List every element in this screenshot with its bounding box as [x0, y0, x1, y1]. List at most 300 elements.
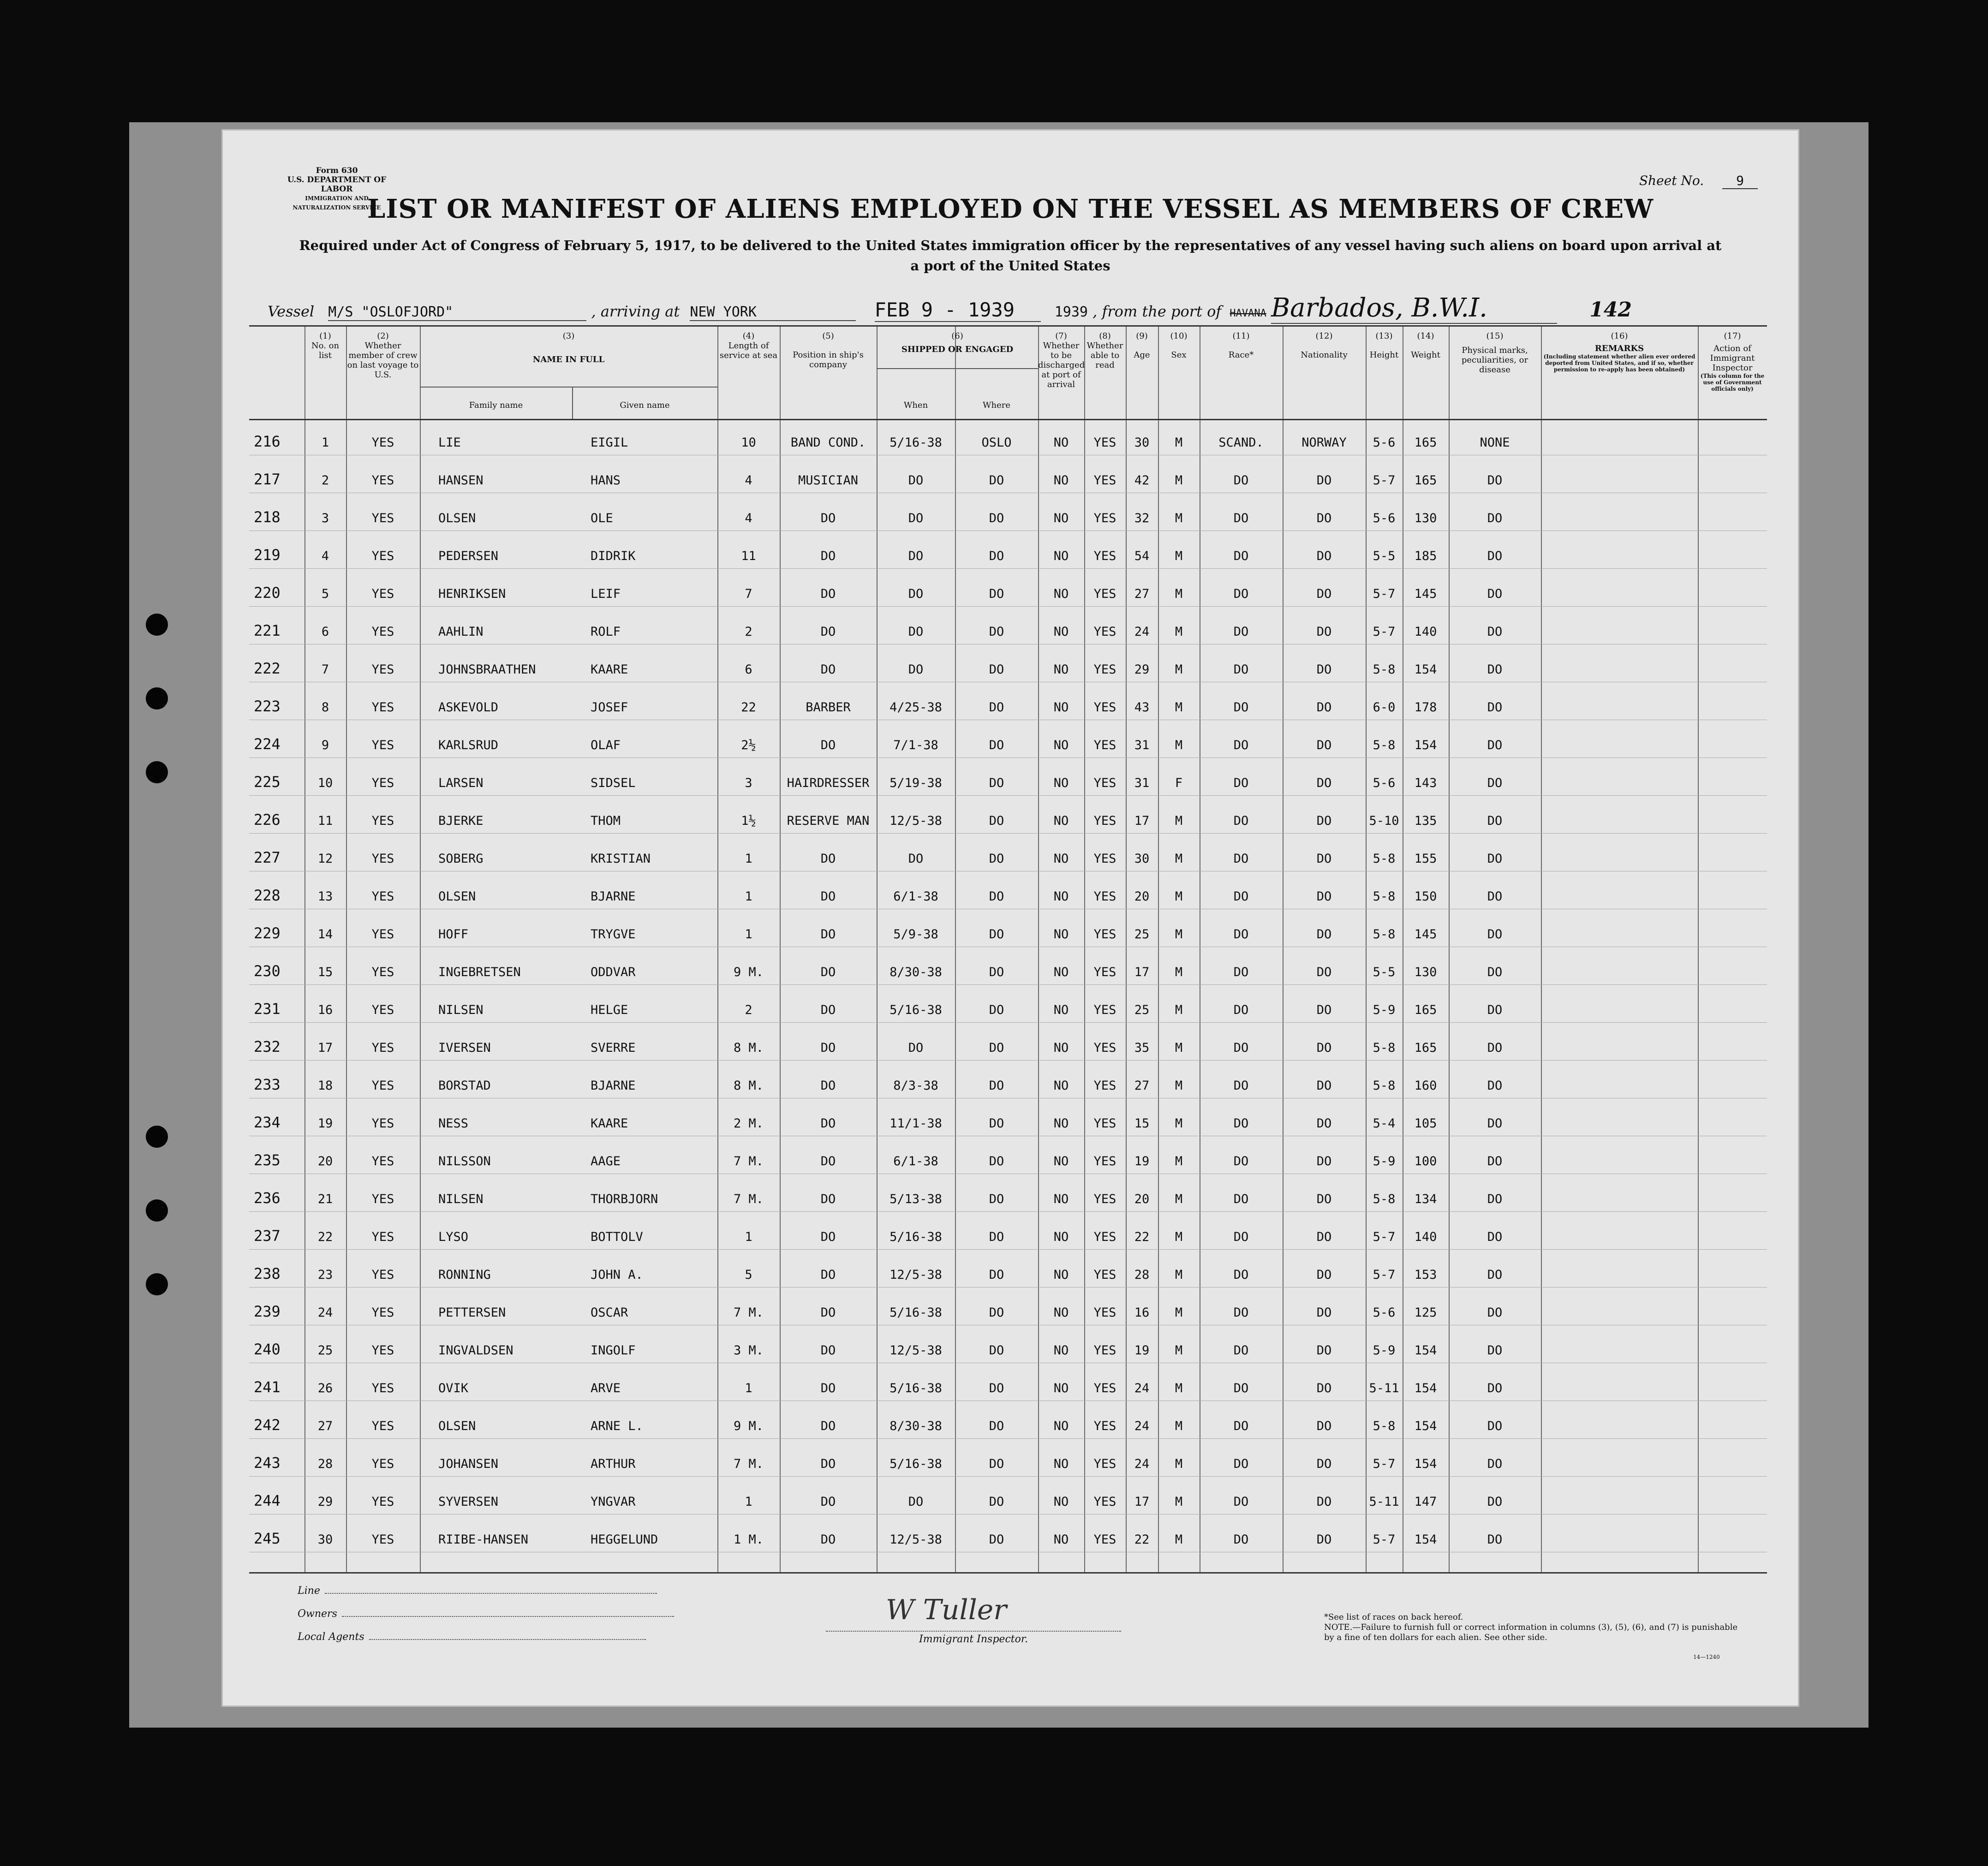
cell-disch: NO	[1053, 814, 1069, 828]
cell-marks: DO	[1487, 511, 1503, 525]
cell-service: 22	[741, 700, 756, 715]
cell-read: YES	[1093, 511, 1116, 525]
handwritten-line-number: 245	[254, 1530, 281, 1547]
cell-sex: M	[1175, 814, 1183, 828]
cell-service: 7 M.	[733, 1306, 764, 1320]
agents-label: Local Agents	[298, 1631, 364, 1643]
header-col5-text: Position in ship's company	[793, 350, 864, 370]
cell-height: 5-8	[1373, 1419, 1396, 1433]
header-col17-subtext: (This column for the use of Government officials only)	[1700, 373, 1765, 392]
header-col4	[717, 331, 780, 360]
cell-marks: DO	[1487, 738, 1503, 752]
header-col6-num: (6)	[951, 331, 963, 341]
cell-given: TRYGVE	[591, 927, 636, 942]
cell-no: 10	[317, 776, 333, 790]
cell-weight: 130	[1414, 511, 1437, 525]
cell-weight: 143	[1414, 776, 1437, 790]
cell-disch: NO	[1053, 1116, 1069, 1131]
cell-disch: NO	[1053, 1343, 1069, 1358]
manifest-sheet	[221, 129, 1799, 1707]
cell-weight: 165	[1414, 1003, 1437, 1017]
cell-weight: 153	[1414, 1268, 1437, 1282]
cell-where: DO	[989, 1419, 1004, 1433]
cell-family: JOHNSBRAATHEN	[438, 662, 536, 677]
cell-marks: DO	[1487, 1041, 1503, 1055]
cell-age: 42	[1134, 473, 1150, 488]
header-col6	[877, 331, 1038, 354]
cell-height: 5-9	[1373, 1154, 1396, 1168]
cell-last: YES	[371, 700, 394, 715]
cell-last: YES	[371, 587, 394, 601]
cell-sex: M	[1175, 1116, 1183, 1131]
cell-nat: DO	[1316, 889, 1332, 904]
handwritten-line-number: 242	[254, 1416, 281, 1434]
cell-service: 1	[745, 889, 752, 904]
cell-family: LYSO	[438, 1230, 469, 1244]
cell-race: DO	[1233, 1457, 1249, 1471]
cell-when: 4/25-38	[890, 700, 942, 715]
cell-sex: M	[1175, 1419, 1183, 1433]
cell-height: 5-6	[1373, 776, 1396, 790]
cell-when: DO	[908, 473, 924, 488]
cell-sex: M	[1175, 1532, 1183, 1547]
cell-disch: NO	[1053, 549, 1069, 563]
cell-read: YES	[1093, 587, 1116, 601]
cell-weight: 145	[1414, 927, 1437, 942]
cell-last: YES	[371, 1419, 394, 1433]
cell-sex: M	[1175, 852, 1183, 866]
cell-family: HANSEN	[438, 473, 484, 488]
cell-position: DO	[820, 1192, 836, 1206]
cell-age: 29	[1134, 662, 1150, 677]
cell-given: THOM	[591, 814, 621, 828]
cell-no: 19	[317, 1116, 333, 1131]
cell-disch: NO	[1053, 662, 1069, 677]
handwritten-line-number: 223	[254, 698, 281, 715]
header-given-name: Given name	[620, 400, 670, 410]
cell-service: 2	[745, 625, 752, 639]
cell-read: YES	[1093, 738, 1116, 752]
cell-when: DO	[908, 587, 924, 601]
header-col12-text: Nationality	[1301, 350, 1348, 360]
cell-position: DO	[820, 965, 836, 979]
cell-where: DO	[989, 814, 1004, 828]
cell-when: 5/16-38	[890, 435, 942, 450]
cell-position: DO	[820, 1154, 836, 1168]
cell-no: 6	[321, 625, 329, 639]
header-where: Where	[982, 400, 1010, 410]
owners-field	[298, 1608, 674, 1620]
page-subtitle: Required under Act of Congress of February 5, 1917, to be delivered to the United States immigration officer by the representatives of any vessel having such aliens on board upon arrival at a port of the United States	[299, 238, 1722, 274]
cell-family: NILSEN	[438, 1192, 484, 1206]
cell-sex: M	[1175, 927, 1183, 942]
cell-nat: DO	[1316, 1079, 1332, 1093]
cell-given: HEGGELUND	[591, 1532, 658, 1547]
cell-family: OLSEN	[438, 1419, 476, 1433]
cell-age: 24	[1134, 1457, 1150, 1471]
header-col10-text: Sex	[1171, 350, 1187, 360]
cell-disch: NO	[1053, 965, 1069, 979]
cell-no: 24	[317, 1306, 333, 1320]
cell-position: DO	[820, 587, 836, 601]
handwritten-line-number: 243	[254, 1454, 281, 1472]
cell-family: LIE	[438, 435, 461, 450]
cell-age: 17	[1134, 965, 1150, 979]
cell-race: DO	[1233, 625, 1249, 639]
cell-when: 7/1-38	[893, 738, 938, 752]
cell-race: DO	[1233, 776, 1249, 790]
cell-nat: DO	[1316, 965, 1332, 979]
cell-weight: 160	[1414, 1079, 1437, 1093]
cell-position: DO	[820, 1343, 836, 1358]
cell-where: DO	[989, 1532, 1004, 1547]
cell-sex: M	[1175, 1381, 1183, 1395]
cell-nat: DO	[1316, 587, 1332, 601]
cell-age: 25	[1134, 927, 1150, 942]
handwritten-line-number: 240	[254, 1341, 281, 1358]
cell-height: 5-7	[1373, 1230, 1396, 1244]
cell-age: 35	[1134, 1041, 1150, 1055]
owners-blank	[342, 1608, 674, 1617]
handwritten-line-number: 233	[254, 1076, 281, 1093]
cell-read: YES	[1093, 1003, 1116, 1017]
cell-marks: DO	[1487, 1003, 1503, 1017]
cell-read: YES	[1093, 852, 1116, 866]
cell-height: 5-8	[1373, 927, 1396, 942]
handwritten-line-number: 241	[254, 1378, 281, 1396]
cell-weight: 155	[1414, 852, 1437, 866]
cell-service: 1	[745, 927, 752, 942]
header-col12	[1283, 331, 1366, 360]
cell-sex: M	[1175, 473, 1183, 488]
shipped-subdivider	[877, 368, 1038, 369]
cell-where: DO	[989, 852, 1004, 866]
cell-last: YES	[371, 1079, 394, 1093]
cell-race: DO	[1233, 965, 1249, 979]
cell-height: 5-8	[1373, 1079, 1396, 1093]
cell-sex: M	[1175, 511, 1183, 525]
cell-height: 5-7	[1373, 1532, 1396, 1547]
cell-sex: M	[1175, 625, 1183, 639]
cell-weight: 154	[1414, 738, 1437, 752]
cell-family: NILSSON	[438, 1154, 491, 1168]
cell-last: YES	[371, 852, 394, 866]
cell-position: DO	[820, 549, 836, 563]
cell-service: 5	[745, 1268, 752, 1282]
form-department: U.S. DEPARTMENT OF LABOR	[287, 175, 387, 194]
cell-family: JOHANSEN	[438, 1457, 499, 1471]
name-subdivider	[420, 387, 717, 388]
cell-marks: DO	[1487, 965, 1503, 979]
header-col9-num: (9)	[1136, 331, 1148, 341]
cell-read: YES	[1093, 625, 1116, 639]
cell-position: BARBER	[806, 700, 851, 715]
cell-where: OSLO	[981, 435, 1012, 450]
header-col8-num: (8)	[1099, 331, 1111, 341]
cell-when: 8/3-38	[893, 1079, 938, 1093]
cell-weight: 154	[1414, 1343, 1437, 1358]
header-col14-num: (14)	[1417, 331, 1434, 341]
cell-family: KARLSRUD	[438, 738, 499, 752]
cell-weight: 145	[1414, 587, 1437, 601]
cell-service: 8 M.	[733, 1041, 764, 1055]
cell-no: 22	[317, 1230, 333, 1244]
row-rule	[249, 833, 1767, 834]
cell-read: YES	[1093, 435, 1116, 450]
cell-no: 25	[317, 1343, 333, 1358]
cell-race: DO	[1233, 1419, 1249, 1433]
cell-race: DO	[1233, 1306, 1249, 1320]
cell-sex: M	[1175, 1343, 1183, 1358]
cell-position: DO	[820, 1079, 836, 1093]
name-subdivider	[572, 387, 573, 419]
cell-given: BJARNE	[591, 889, 636, 904]
cell-sex: M	[1175, 435, 1183, 450]
handwritten-line-number: 218	[254, 508, 281, 526]
header-col2	[346, 331, 420, 380]
cell-marks: DO	[1487, 1079, 1503, 1093]
header-col16-subtext: (Including statement whether alien ever ordered deported from United States, and if so, whether permission to re-apply has been obtained)	[1543, 353, 1695, 373]
cell-weight: 154	[1414, 1419, 1437, 1433]
from-port-label: , from the port of	[1093, 303, 1222, 320]
cell-family: OLSEN	[438, 889, 476, 904]
header-col4-num: (4)	[742, 331, 755, 341]
cell-age: 27	[1134, 1079, 1150, 1093]
cell-disch: NO	[1053, 889, 1069, 904]
cell-race: DO	[1233, 1230, 1249, 1244]
cell-disch: NO	[1053, 1079, 1069, 1093]
inspector-signature: W Tuller	[886, 1594, 1007, 1626]
cell-position: DO	[820, 738, 836, 752]
binder-hole	[146, 761, 168, 783]
cell-weight: 154	[1414, 1457, 1437, 1471]
cell-race: DO	[1233, 700, 1249, 715]
cell-when: DO	[908, 662, 924, 677]
cell-position: DO	[820, 1495, 836, 1509]
row-rule	[249, 1022, 1767, 1023]
cell-nat: DO	[1316, 1230, 1332, 1244]
cell-service: 4	[745, 511, 752, 525]
cell-read: YES	[1093, 814, 1116, 828]
handwritten-line-number: 228	[254, 887, 281, 904]
cell-height: 5-5	[1373, 965, 1396, 979]
cell-race: DO	[1233, 852, 1249, 866]
cell-last: YES	[371, 1154, 394, 1168]
cell-race: DO	[1233, 1041, 1249, 1055]
cell-disch: NO	[1053, 1003, 1069, 1017]
owners-label: Owners	[298, 1608, 337, 1620]
page-number-handwritten: 142	[1589, 298, 1632, 322]
cell-disch: NO	[1053, 1268, 1069, 1282]
cell-marks: DO	[1487, 662, 1503, 677]
cell-given: KAARE	[591, 1116, 628, 1131]
cell-position: HAIRDRESSER	[787, 776, 870, 790]
cell-read: YES	[1093, 1116, 1116, 1131]
cell-weight: 147	[1414, 1495, 1437, 1509]
row-rule	[249, 1438, 1767, 1439]
cell-service: 1	[745, 1495, 752, 1509]
cell-position: DO	[820, 1268, 836, 1282]
cell-sex: M	[1175, 1041, 1183, 1055]
cell-race: DO	[1233, 1343, 1249, 1358]
cell-position: DO	[820, 1419, 836, 1433]
cell-weight: 154	[1414, 1381, 1437, 1395]
row-rule	[249, 1211, 1767, 1212]
cell-age: 17	[1134, 1495, 1150, 1509]
cell-sex: M	[1175, 1495, 1183, 1509]
row-rule	[249, 984, 1767, 985]
cell-position: DO	[820, 662, 836, 677]
cell-disch: NO	[1053, 1495, 1069, 1509]
cell-weight: 134	[1414, 1192, 1437, 1206]
cell-family: NESS	[438, 1116, 469, 1131]
header-col3-text: NAME IN FULL	[532, 355, 605, 364]
cell-age: 22	[1134, 1230, 1150, 1244]
cell-no: 9	[321, 738, 329, 752]
cell-nat: DO	[1316, 1116, 1332, 1131]
cell-last: YES	[371, 1003, 394, 1017]
cell-disch: NO	[1053, 1532, 1069, 1547]
handwritten-line-number: 239	[254, 1303, 281, 1320]
handwritten-line-number: 216	[254, 433, 281, 450]
cell-marks: DO	[1487, 587, 1503, 601]
cell-where: DO	[989, 1457, 1004, 1471]
header-col1-text: No. on list	[311, 341, 340, 360]
header-col16-num: (16)	[1611, 331, 1628, 341]
cell-disch: NO	[1053, 625, 1069, 639]
cell-last: YES	[371, 1230, 394, 1244]
form-service: IMMIGRATION AND NATURALIZATION SERVICE	[293, 195, 381, 211]
handwritten-line-number: 219	[254, 546, 281, 564]
cell-marks: DO	[1487, 814, 1503, 828]
cell-where: DO	[989, 549, 1004, 563]
cell-given: DIDRIK	[591, 549, 636, 563]
cell-when: 8/30-38	[890, 1419, 942, 1433]
cell-age: 24	[1134, 1381, 1150, 1395]
header-col11	[1200, 331, 1283, 360]
cell-family: RIIBE-HANSEN	[438, 1532, 529, 1547]
cell-service: 1½	[741, 814, 756, 828]
inspector-label: Immigrant Inspector.	[826, 1631, 1121, 1645]
cell-when: 12/5-38	[890, 814, 942, 828]
handwritten-line-number: 235	[254, 1151, 281, 1169]
header-col17-text: Action of Immigrant Inspector	[1710, 344, 1755, 373]
cell-race: DO	[1233, 738, 1249, 752]
cell-position: DO	[820, 1306, 836, 1320]
cell-last: YES	[371, 1532, 394, 1547]
header-col9-text: Age	[1134, 350, 1150, 360]
cell-height: 6-0	[1373, 700, 1396, 715]
cell-position: DO	[820, 1003, 836, 1017]
cell-nat: DO	[1316, 700, 1332, 715]
cell-height: 5-7	[1373, 1457, 1396, 1471]
cell-given: KAARE	[591, 662, 628, 677]
cell-last: YES	[371, 814, 394, 828]
cell-disch: NO	[1053, 473, 1069, 488]
header-col13-text: Height	[1369, 350, 1399, 360]
handwritten-line-number: 244	[254, 1492, 281, 1509]
cell-marks: DO	[1487, 1532, 1503, 1547]
cell-age: 30	[1134, 852, 1150, 866]
cell-last: YES	[371, 738, 394, 752]
cell-position: DO	[820, 1532, 836, 1547]
cell-race: DO	[1233, 1532, 1249, 1547]
header-col17-num: (17)	[1724, 331, 1741, 341]
cell-height: 5-7	[1373, 1268, 1396, 1282]
cell-height: 5-8	[1373, 1192, 1396, 1206]
cell-weight: 150	[1414, 889, 1437, 904]
cell-family: INGVALDSEN	[438, 1343, 513, 1358]
cell-last: YES	[371, 927, 394, 942]
cell-height: 5-11	[1369, 1381, 1399, 1395]
cell-disch: NO	[1053, 587, 1069, 601]
cell-family: ASKEVOLD	[438, 700, 499, 715]
cell-age: 31	[1134, 738, 1150, 752]
cell-sex: M	[1175, 587, 1183, 601]
cell-given: HANS	[591, 473, 621, 488]
cell-height: 5-6	[1373, 511, 1396, 525]
cell-position: DO	[820, 1457, 836, 1471]
cell-position: DO	[820, 852, 836, 866]
cell-marks: DO	[1487, 1495, 1503, 1509]
cell-marks: DO	[1487, 1306, 1503, 1320]
cell-weight: 135	[1414, 814, 1437, 828]
cell-family: OVIK	[438, 1381, 469, 1395]
cell-disch: NO	[1053, 1154, 1069, 1168]
cell-where: DO	[989, 1306, 1004, 1320]
header-col3	[420, 331, 717, 364]
handwritten-line-number: 234	[254, 1114, 281, 1131]
header-col6-text: SHIPPED OR ENGAGED	[901, 345, 1014, 354]
cell-service: 2½	[741, 738, 756, 752]
cell-service: 10	[741, 435, 756, 450]
cell-no: 8	[321, 700, 329, 715]
cell-race: DO	[1233, 1192, 1249, 1206]
cell-last: YES	[371, 1457, 394, 1471]
cell-service: 6	[745, 662, 752, 677]
cell-race: DO	[1233, 1079, 1249, 1093]
cell-no: 26	[317, 1381, 333, 1395]
cell-service: 3 M.	[733, 1343, 764, 1358]
cell-no: 11	[317, 814, 333, 828]
cell-marks: DO	[1487, 852, 1503, 866]
cell-family: SOBERG	[438, 852, 484, 866]
cell-marks: DO	[1487, 889, 1503, 904]
header-col15-num: (15)	[1486, 331, 1504, 341]
cell-given: INGOLF	[591, 1343, 636, 1358]
cell-when: 5/9-38	[893, 927, 938, 942]
cell-age: 25	[1134, 1003, 1150, 1017]
cell-no: 4	[321, 549, 329, 563]
cell-where: DO	[989, 662, 1004, 677]
cell-sex: M	[1175, 738, 1183, 752]
cell-race: DO	[1233, 473, 1249, 488]
sheet-number-label: Sheet No.	[1639, 173, 1704, 188]
cell-read: YES	[1093, 1457, 1116, 1471]
cell-when: 5/16-38	[890, 1457, 942, 1471]
row-rule	[249, 606, 1767, 607]
cell-service: 9 M.	[733, 1419, 764, 1433]
cell-given: HELGE	[591, 1003, 628, 1017]
cell-no: 16	[317, 1003, 333, 1017]
header-col15	[1449, 331, 1541, 375]
header-col2-num: (2)	[377, 331, 389, 341]
cell-read: YES	[1093, 473, 1116, 488]
cell-race: DO	[1233, 511, 1249, 525]
cell-given: JOSEF	[591, 700, 628, 715]
cell-age: 19	[1134, 1343, 1150, 1358]
cell-read: YES	[1093, 1306, 1116, 1320]
